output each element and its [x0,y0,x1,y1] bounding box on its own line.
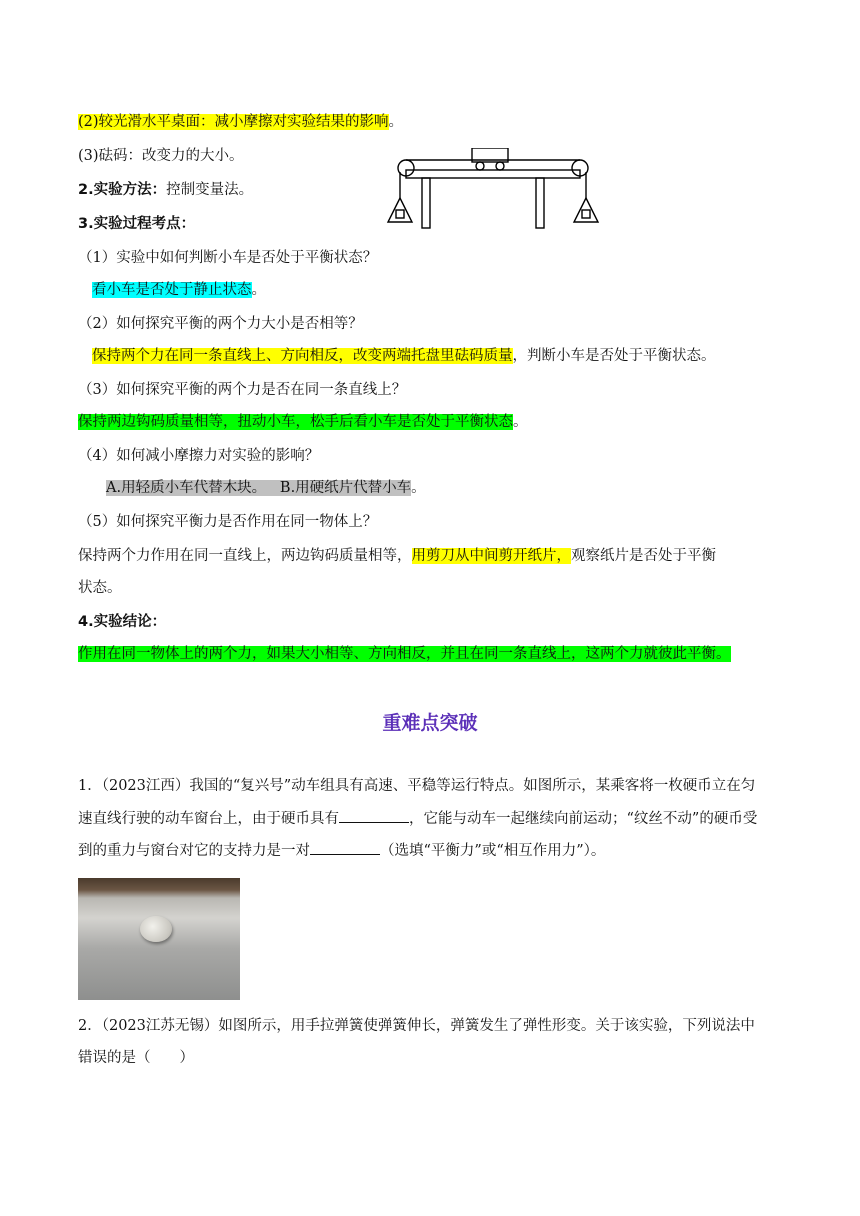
balance-apparatus-diagram [384,148,604,230]
question-2: （2）如何探究平衡的两个力大小是否相等？ [78,316,363,332]
answer-4: A.用轻质小车代替木块。 B.用硬纸片代替小车。 [106,480,426,496]
question-1: （1）实验中如何判断小车是否处于平衡状态？ [78,250,378,266]
coin [140,916,172,942]
problem-2-line1: 2．（2023江苏无锡）如图所示，用手拉弹簧使弹簧伸长，弹簧发生了弹性形变。关于该实验，下列说法中 [78,1018,755,1034]
text-line-method: 2.实验方法：控制变量法。 [78,182,254,198]
text-line-surface: (2)较光滑水平桌面：减小摩擦对实验结果的影响。 [78,114,404,130]
answer-3: 保持两边钩码质量相等，扭动小车，松手后看小车是否处于平衡状态。 [78,414,528,430]
section-title: 重难点突破 [382,712,478,734]
conclusion-heading: 4.实验结论： [78,614,167,630]
conclusion-text: 作用在同一物体上的两个力，如果大小相等、方向相反，并且在同一条直线上，这两个力就彼此平衡。 [78,646,731,662]
problem-1-line1: 1．（2023江西）我国的“复兴号”动车组具有高速、平稳等运行特点。如图所示，某乘客将一枚硬币立在匀 [78,778,756,794]
answer-1: 看小车是否处于静止状态。 [92,282,266,298]
text-line-weights: (3)砝码：改变力的大小。 [78,148,244,164]
highlight: (2)较光滑水平桌面：减小摩擦对实验结果的影响 [78,114,389,130]
answer-blank[interactable] [339,808,409,823]
answer-5-line2: 状态。 [78,580,122,596]
question-5: （5）如何探究平衡力是否作用在同一物体上？ [78,514,378,530]
coin-on-windowsill-photo [78,878,240,1000]
text-line-process-heading: 3.实验过程考点： [78,216,196,232]
question-3: （3）如何探究平衡的两个力是否在同一条直线上？ [78,382,407,398]
question-4: （4）如何减小摩擦力对实验的影响？ [78,448,320,464]
answer-2: 保持两个力在同一条直线上、方向相反，改变两端托盘里砝码质量，判断小车是否处于平衡状态。 [92,348,716,364]
problem-1-line3: 到的重力与窗台对它的支持力是一对 （选填“平衡力”或“相互作用力”）。 [78,840,605,861]
answer-5-line1: 保持两个力作用在同一直线上，两边钩码质量相等，用剪刀从中间剪开纸片，观察纸片是否处于平衡 [78,548,716,564]
problem-2-line2: 错误的是（ ） [78,1050,194,1066]
problem-1-line2: 速直线行驶的动车窗台上，由于硬币具有 ，它能与动车一起继续向前运动；“纹丝不动”的硬币受 [78,808,757,829]
answer-blank[interactable] [310,840,380,855]
